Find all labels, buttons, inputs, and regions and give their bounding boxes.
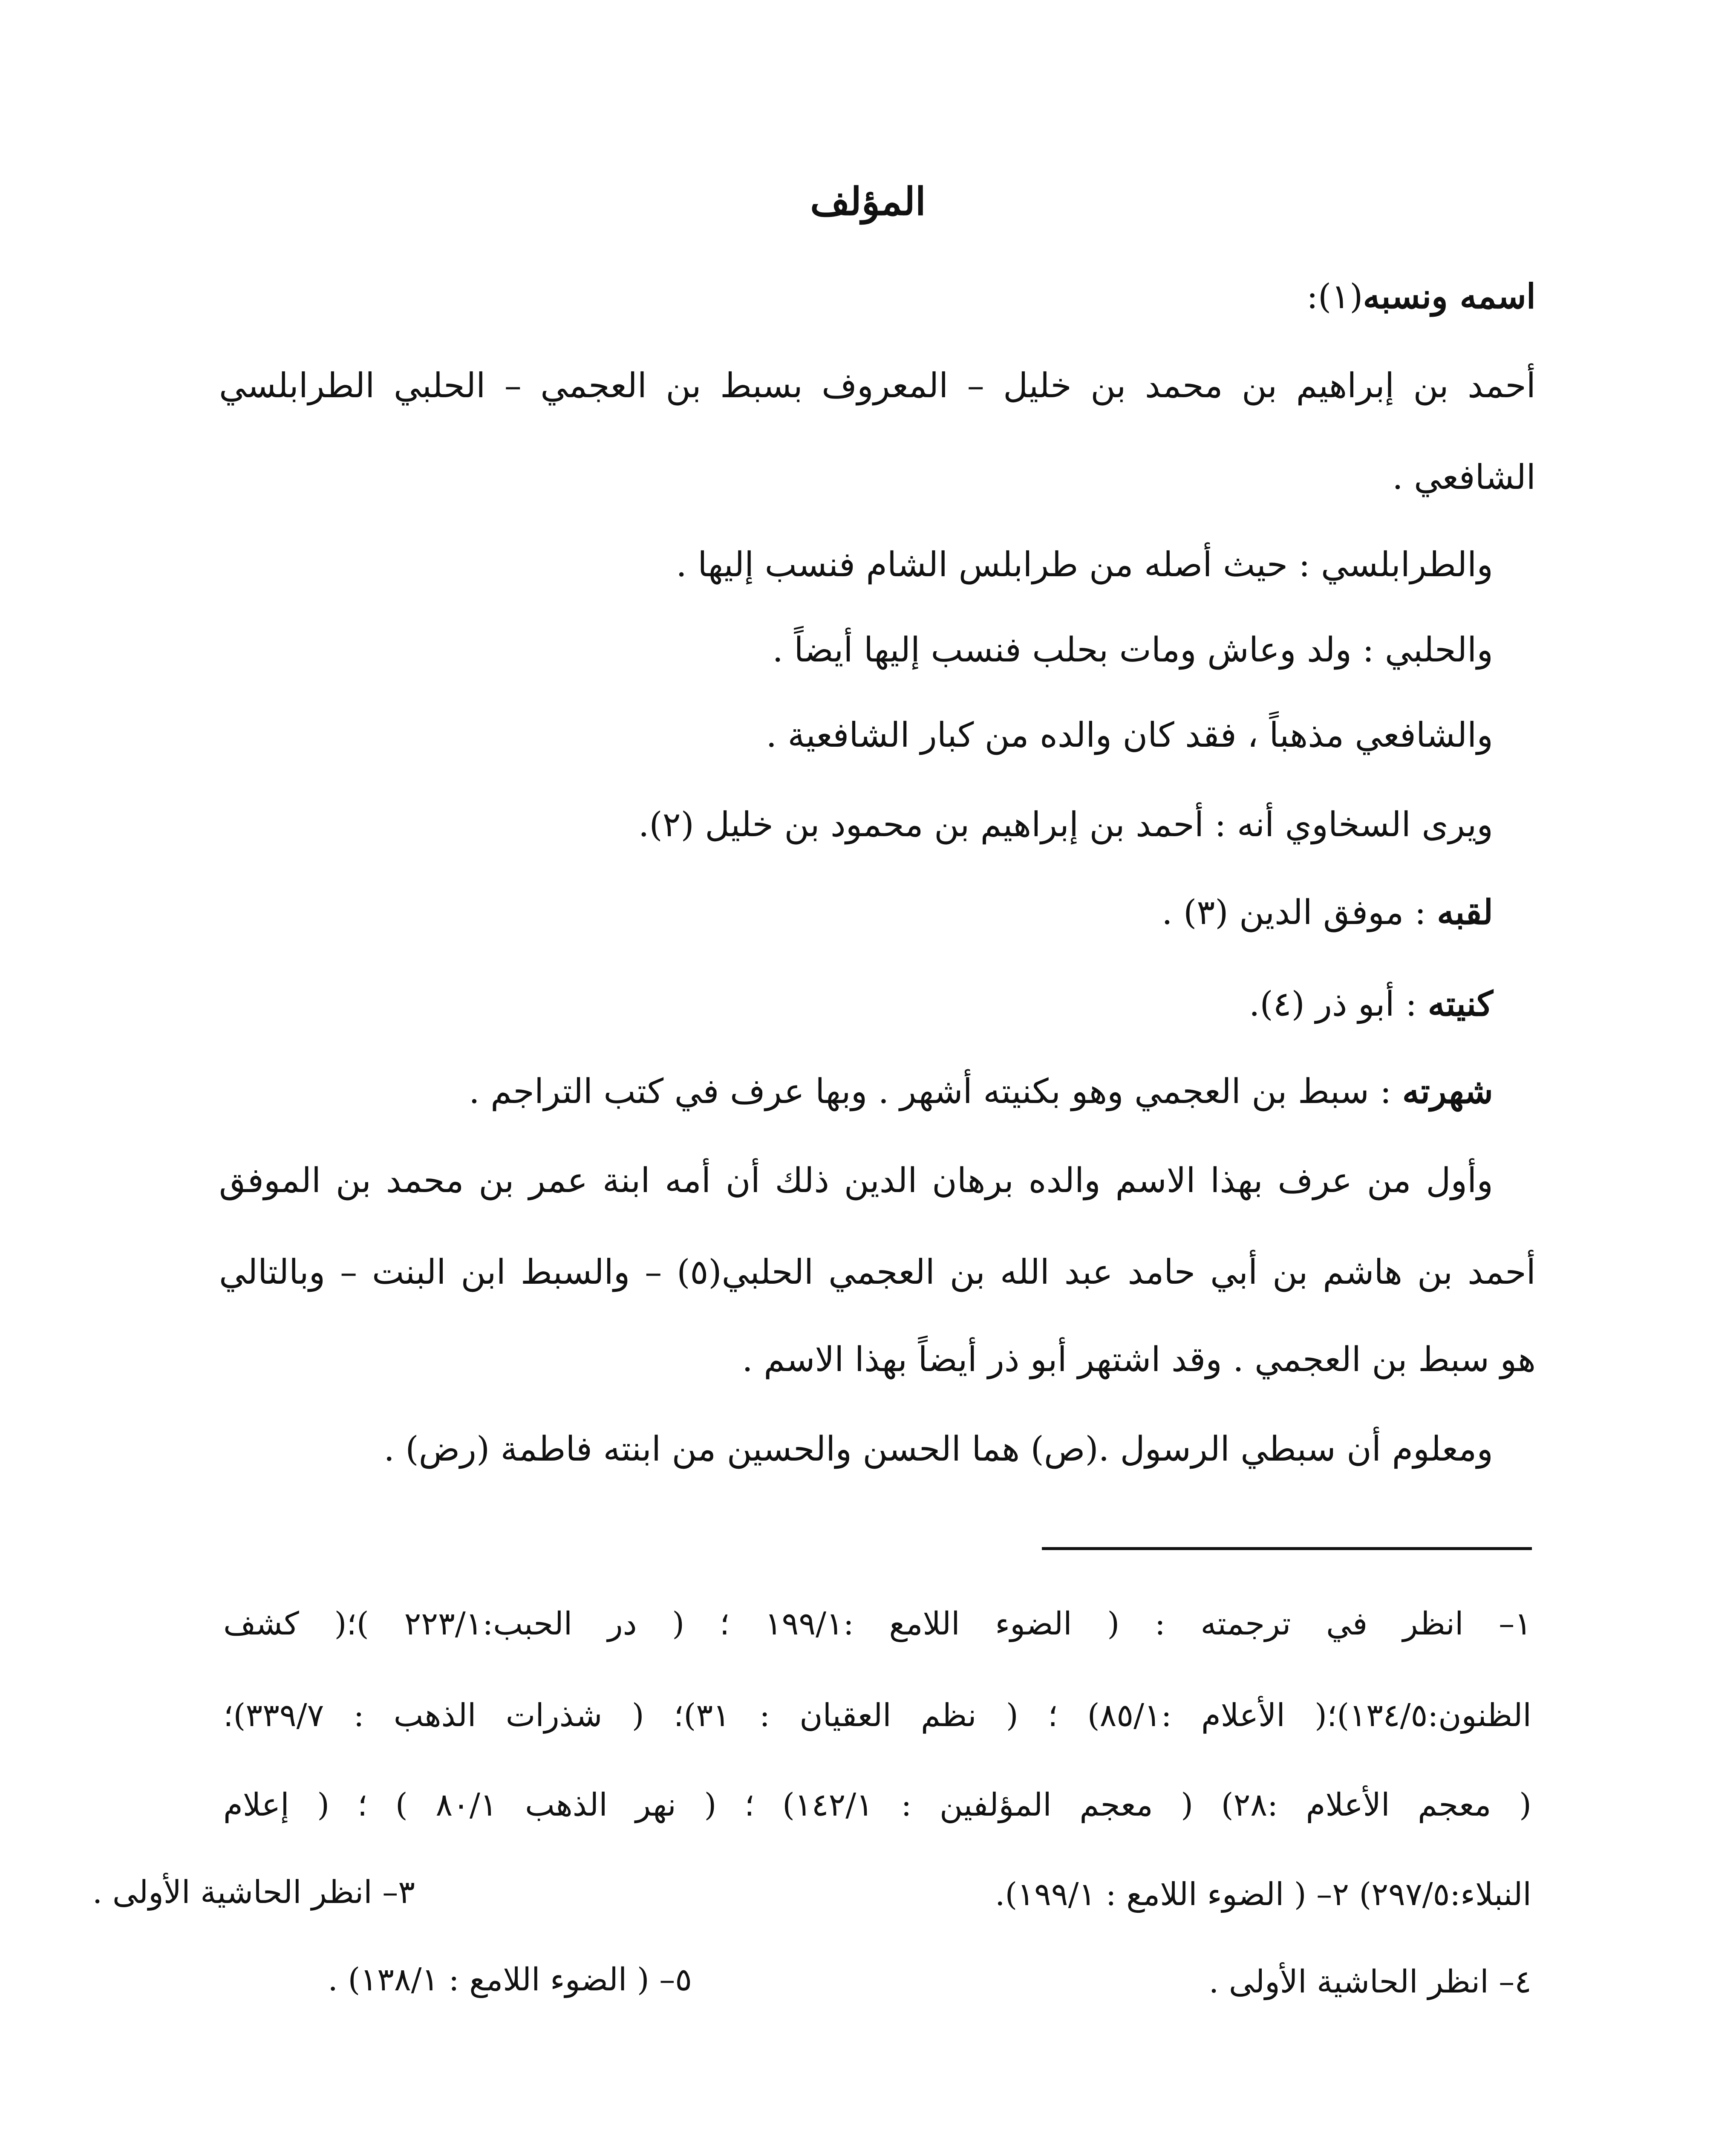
maalum-paragraph: ومعلوم أن سبطي الرسول .(ص) هما الحسن والحسين من ابنته فاطمة (رض) . [384,1429,1493,1469]
footnote-4: ٤– انظر الحاشية الأولى . [1208,1964,1531,2000]
name-line-2: الشافعي . [1392,457,1536,497]
kunya-line [1249,980,1493,1028]
name-line-1: أحمد بن إبراهيم بن محمد بن خليل – المعروف بسبط بن العجمي – الحلبي الطرابلسي [219,366,1536,405]
laqab-line [1162,889,1493,936]
name-heading-ref: (١): [1306,277,1363,316]
first-known-line-1: وأول من عرف بهذا الاسم والده برهان الدين ذلك أن أمه ابنة عمر بن محمد بن الموفق [219,1161,1493,1200]
footnote-separator [1042,1547,1532,1550]
name-heading [1306,273,1536,320]
first-known-line-2: أحمد بن هاشم بن أبي حامد عبد الله بن العجمي الحلبي(٥) – والسبط ابن البنت – وبالتالي [219,1252,1536,1292]
name-heading-label: اسمه ونسبه [1363,276,1536,316]
first-known-line-3: هو سبط بن العجمي . وقد اشتهر أبو ذر أيضاً بهذا الاسم . [742,1340,1536,1379]
laqab-text: : موفق الدين (٣) . [1162,892,1437,932]
footnote-1-line-1: ١– انظر في ترجمته : ( الضوء اللامع :١٩٩/١ ؛ ( در الحبب:٢٢٣/١ )؛( كشف [223,1605,1531,1642]
halabi-paragraph: والحلبي : ولد وعاش ومات بحلب فنسب إليها أيضاً . [772,630,1493,670]
shuhra-text: : سبط بن العجمي وهو بكنيته أشهر . وبها عرف في كتب التراجم . [469,1071,1402,1111]
shafii-paragraph: والشافعي مذهباً ، فقد كان والده من كبار الشافعية . [766,715,1493,755]
kunya-label: كنيته [1427,984,1493,1024]
sakhawi-paragraph: ويرى السخاوي أنه : أحمد بن إبراهيم بن محمود بن خليل (٢). [638,805,1493,844]
footnote-5: ٥– ( الضوء اللامع : ١٣٨/١) . [328,1961,692,1998]
laqab-label: لقبه [1437,892,1493,932]
shuhra-label: شهرته [1402,1071,1493,1111]
page-title: المؤلف [810,179,926,224]
shuhra-line [469,1068,1493,1115]
footnote-1-line-2: الظنون:١٣٤/٥)؛( الأعلام :٨٥/١) ؛ ( نظم العقيان : ٣١)؛ ( شذرات الذهب : ٣٣٩/٧)؛ [223,1697,1531,1734]
footnote-1-line-3: ( معجم الأعلام :٢٨) ( معجم المؤلفين : ١٤٢/١) ؛ ( نهر الذهب ٨٠/١ ) ؛ ( إعلام [223,1787,1531,1823]
footnote-3: ٣– انظر الحاشية الأولى . [92,1874,415,1911]
tarablusi-paragraph: والطرابلسي : حيث أصله من طرابلس الشام فنسب إليها . [676,545,1493,584]
kunya-text: : أبو ذر (٤). [1249,984,1428,1024]
footnote-1-line-4: النبلاء:٢٩٧/٥) ٢– ( الضوء اللامع : ١٩٩/١). [995,1876,1531,1913]
